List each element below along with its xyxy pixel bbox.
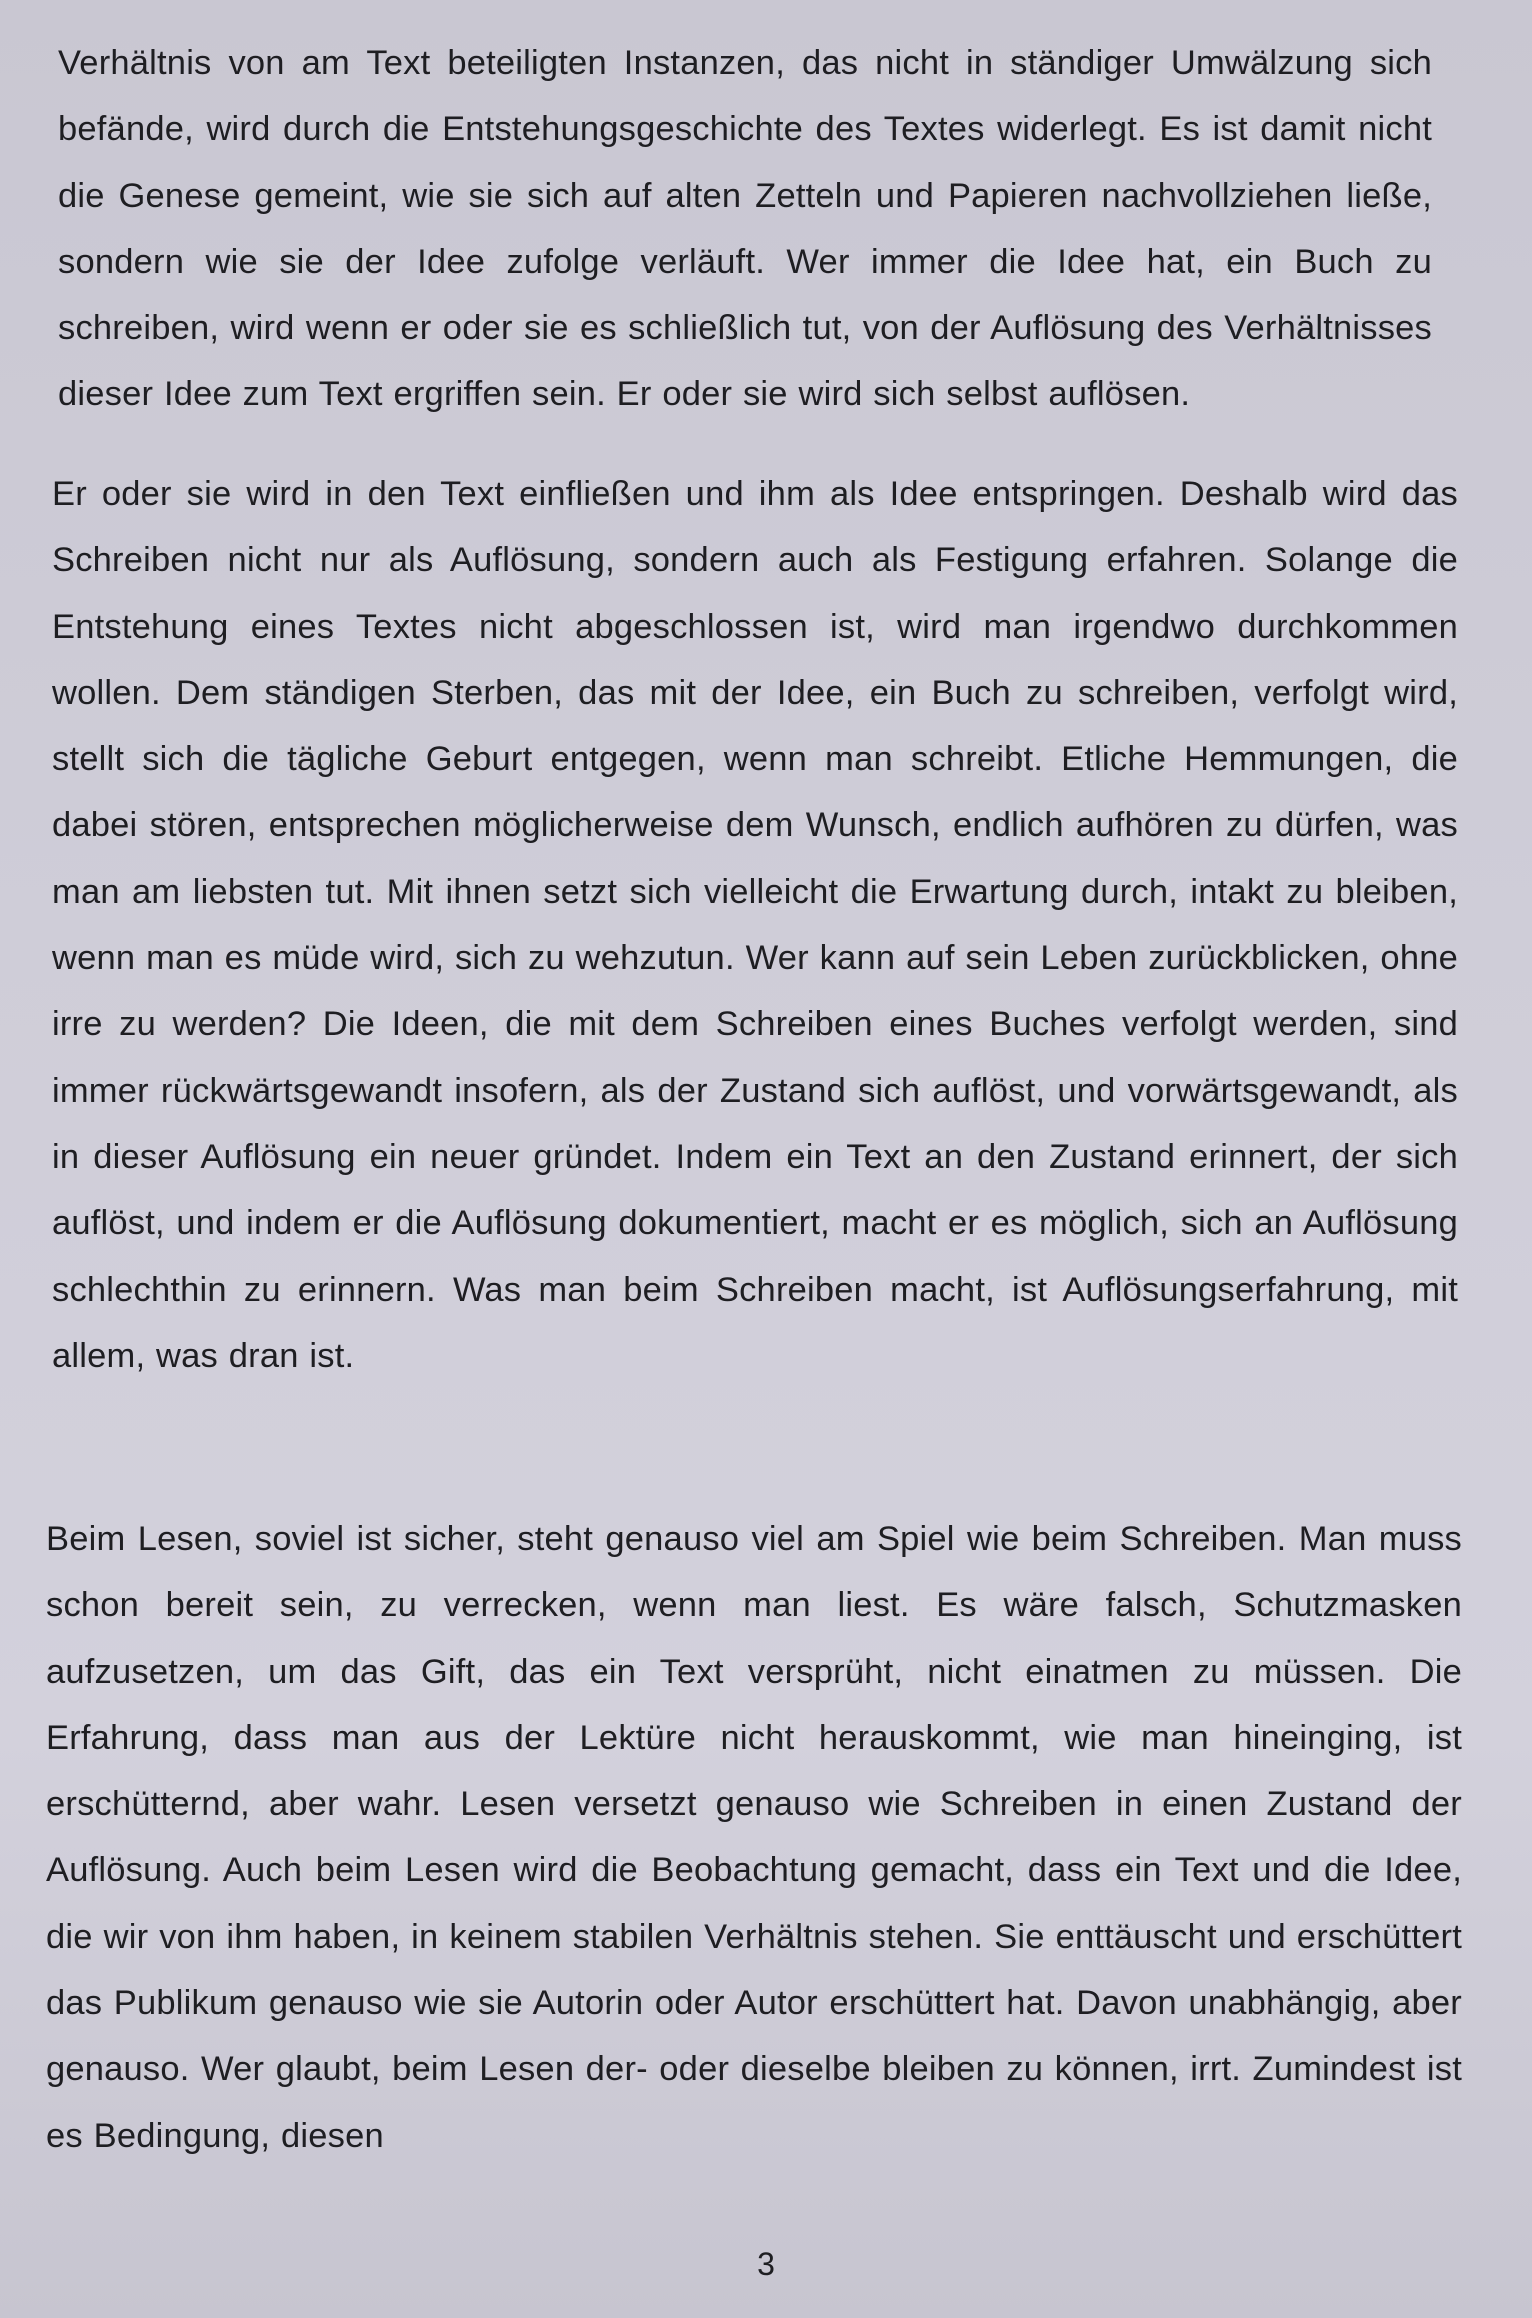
- paragraph-block-2: [52, 461, 1458, 1389]
- paragraph: Er oder sie wird in den Text einfließen und ihm als Idee entspringen. Deshalb wird das Schreiben nicht nur als Auflösung, sondern auch als Festigung erfahren. Solange die Entstehung eines Textes nicht abgeschlossen ist, wird man irgendwo durchkommen wollen. Dem ständigen Sterben, das mit der Idee, ein Buch zu schreiben, verfolgt wird, stellt sich die tägliche Geburt entgegen, wenn man schreibt. Etliche Hemmungen, die dabei stören, entsprechen möglicherweise dem Wunsch, endlich aufhören zu dürfen, was man am liebsten tut. Mit ihnen setzt sich vielleicht die Erwartung durch, intakt zu bleiben, wenn man es müde wird, sich zu wehzutun. Wer kann auf sein Leben zurückblicken, ohne irre zu werden? Die Ideen, die mit dem Schreiben eines Buches verfolgt werden, sind immer rückwärtsgewandt insofern, als der Zustand sich auflöst, und vorwärtsgewandt, als in dieser Auflösung ein neuer gründet. Indem ein Text an den Zustand erinnert, der sich auflöst, und indem er die Auflösung dokumentiert, macht er es möglich, sich an Auflösung schlechthin zu erinnern. Was man beim Schreiben macht, ist Auflösungserfahrung, mit allem, was dran ist.: [52, 475, 1458, 1375]
- page-number: 3: [757, 2246, 775, 2282]
- paragraph: Verhältnis von am Text beteiligten Instanzen, das nicht in ständiger Umwälzung sich befände, wird durch die Entstehungsgeschichte des Textes widerlegt. Es ist damit nicht die Genese gemeint, wie sie sich auf alten Zetteln und Papieren nachvollziehen ließe, sondern wie sie der Idee zufolge verläuft. Wer immer die Idee hat, ein Buch zu schreiben, wird wenn er oder sie es schließlich tut, von der Auflösung des Verhältnisses dieser Idee zum Text ergriffen sein. Er oder sie wird sich selbst auflösen.: [58, 44, 1432, 414]
- paragraph-block-1: [58, 30, 1432, 428]
- paragraph: Beim Lesen, soviel ist sicher, steht genauso viel am Spiel wie beim Schreiben. Man muss schon bereit sein, zu verrecken, wenn man liest. Es wäre falsch, Schutzmasken aufzusetzen, um das Gift, das ein Text versprüht, nicht einatmen zu müssen. Die Erfahrung, dass man aus der Lektüre nicht herauskommt, wie man hineinging, ist erschütternd, aber wahr. Lesen versetzt genauso wie Schreiben in einen Zustand der Auflösung. Auch beim Lesen wird die Beobachtung gemacht, dass ein Text und die Idee, die wir von ihm haben, in keinem stabilen Verhältnis stehen. Sie enttäuscht und erschüttert das Publikum genauso wie sie Autorin oder Autor erschüttert hat. Davon unabhängig, aber genauso. Wer glaubt, beim Lesen der- oder dieselbe bleiben zu können, irrt. Zumindest ist es Bedingung, diesen: [46, 1520, 1462, 2155]
- paragraph-block-3: [46, 1506, 1462, 2169]
